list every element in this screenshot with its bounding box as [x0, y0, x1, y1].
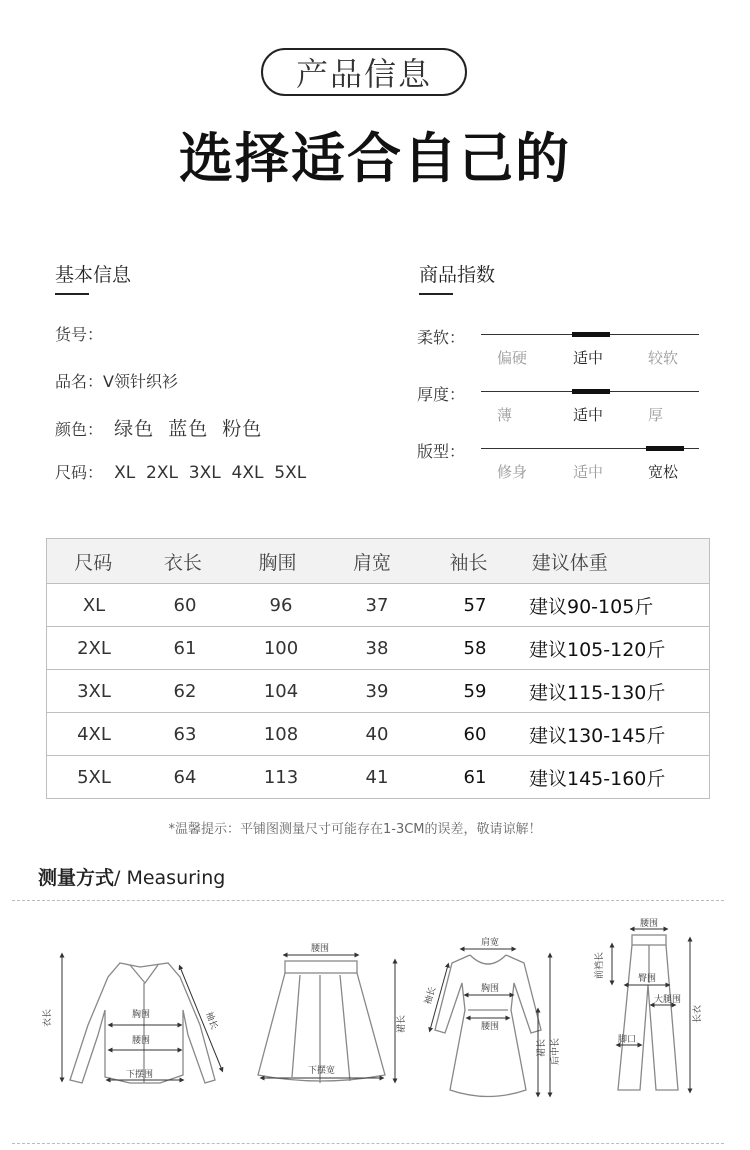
cell-weight: 建议145-160斤 [529, 767, 666, 790]
thickness-label: 厚度： [417, 385, 466, 404]
softness-option-1: 偏硬 [497, 349, 528, 367]
color-line [55, 414, 262, 441]
fit-indicator [646, 446, 684, 451]
softness-indicator [572, 332, 610, 337]
product-name-label: 品名： [55, 372, 104, 391]
dress-back-length-label: 后中长 [551, 1037, 561, 1065]
cell-shoulder: 40 [365, 723, 389, 745]
pants-diagram [618, 935, 678, 1090]
fit-option-1: 修身 [497, 463, 528, 481]
bottom-dashed-divider [12, 1143, 724, 1144]
product-name-line [55, 369, 178, 392]
cell-length: 63 [173, 723, 197, 745]
dress-skirt-length-label: 裙长 [537, 1038, 547, 1057]
dress-chest-label: 胸围 [481, 984, 500, 994]
cell-sleeve: 61 [463, 766, 487, 788]
header-size: 尺码 [74, 551, 113, 574]
cell-weight: 建议130-145斤 [529, 724, 666, 747]
cell-chest: 108 [263, 723, 299, 745]
table-row [47, 756, 709, 799]
thickness-option-2: 适中 [573, 406, 604, 424]
header-shoulder: 肩宽 [353, 551, 392, 574]
size-line [55, 460, 306, 483]
product-index-underline [419, 293, 453, 295]
item-number-label: 货号： [55, 325, 104, 344]
header-length: 衣长 [163, 551, 202, 574]
cell-size: 4XL [77, 723, 111, 745]
cell-shoulder: 37 [365, 594, 389, 616]
pants-rise-label: 前裆长 [595, 951, 605, 979]
top-dashed-divider [12, 900, 724, 901]
cell-length: 64 [173, 766, 197, 788]
softness-label: 柔软： [417, 328, 466, 347]
dress-sleeve-label: 袖长 [423, 985, 439, 1006]
measuring-figures [0, 905, 750, 1140]
header-sleeve: 袖长 [449, 551, 488, 574]
cell-length: 62 [173, 680, 197, 702]
softness-option-2: 适中 [573, 349, 604, 367]
header-weight: 建议体重 [531, 551, 608, 574]
cell-length: 61 [173, 637, 197, 659]
item-number-line [55, 322, 103, 345]
dress-shoulder-label: 肩宽 [481, 938, 500, 948]
product-info-pill [261, 48, 467, 96]
table-row [47, 584, 709, 627]
cell-size: 3XL [77, 680, 111, 702]
cell-shoulder: 41 [365, 766, 389, 788]
shirt-sleeve-label: 袖长 [203, 1010, 219, 1031]
thickness-option-1: 薄 [497, 406, 513, 424]
cell-sleeve: 59 [463, 680, 487, 702]
skirt-hem-label: 下摆宽 [308, 1066, 336, 1076]
measuring-title-en: / Measuring [114, 867, 226, 889]
dress-waist-label: 腰围 [481, 1022, 500, 1032]
pants-hip-label: 臀围 [638, 974, 657, 984]
fit-label: 版型： [417, 442, 466, 461]
skirt-waist-label: 腰围 [311, 944, 330, 954]
product-index-heading: 商品指数 [419, 264, 496, 286]
pants-hem-label: 脚口 [618, 1035, 637, 1045]
pants-thigh-label: 大腿围 [654, 995, 682, 1005]
size-label: 尺码： [55, 463, 104, 482]
cell-sleeve: 58 [463, 637, 487, 659]
cell-chest: 104 [263, 680, 299, 702]
cell-weight: 建议90-105斤 [529, 595, 654, 618]
cell-shoulder: 39 [365, 680, 389, 702]
table-row [47, 713, 709, 756]
header-chest: 胸围 [258, 551, 297, 574]
page-title: 选择适合自己的 [179, 127, 571, 190]
cell-sleeve: 60 [463, 723, 487, 745]
measuring-figures-svg [0, 905, 750, 1140]
basic-info-underline [55, 293, 89, 295]
cell-size: 5XL [77, 766, 111, 788]
measuring-title-cn: 测量方式 [38, 867, 115, 889]
cell-shoulder: 38 [365, 637, 389, 659]
cell-weight: 建议115-130斤 [529, 681, 666, 704]
size-table [46, 538, 710, 799]
table-row [47, 670, 709, 713]
basic-info-heading: 基本信息 [55, 264, 132, 286]
pants-length-label: 长衣 [693, 1004, 703, 1023]
cell-weight: 建议105-120斤 [529, 638, 666, 661]
shirt-waist-label: 腰围 [132, 1036, 151, 1046]
product-name-value: V领针织衫 [103, 372, 178, 391]
thickness-option-3: 厚 [648, 406, 664, 424]
skirt-diagram [258, 961, 385, 1083]
pill-title: 产品信息 [295, 55, 432, 93]
measuring-title [38, 863, 225, 890]
measurement-tip: *温馨提示：平铺图测量尺寸可能存在1-3CM的误差，敬请谅解！ [168, 822, 542, 837]
cell-size: 2XL [77, 637, 111, 659]
color-values: 绿色 蓝色 粉色 [114, 418, 263, 440]
fit-option-3: 宽松 [648, 463, 679, 481]
fit-option-2: 适中 [573, 463, 604, 481]
pants-waist-label: 腰围 [640, 919, 659, 929]
shirt-diagram [70, 963, 215, 1083]
skirt-length-label: 裙长 [397, 1014, 407, 1033]
color-label: 颜色： [55, 420, 104, 439]
table-header-row [47, 539, 709, 584]
cell-size: XL [82, 594, 106, 616]
thickness-indicator [572, 389, 610, 394]
shirt-chest-label: 胸围 [132, 1010, 151, 1020]
cell-length: 60 [173, 594, 197, 616]
cell-chest: 100 [263, 637, 299, 659]
size-values: XL 2XL 3XL 4XL 5XL [114, 463, 307, 483]
softness-option-3: 较软 [648, 349, 679, 367]
cell-chest: 113 [263, 766, 299, 788]
shirt-length-label: 衣长 [43, 1008, 53, 1027]
cell-sleeve: 57 [463, 594, 487, 616]
cell-chest: 96 [269, 594, 293, 616]
shirt-hem-label: 下摆围 [126, 1070, 154, 1080]
table-row [47, 627, 709, 670]
